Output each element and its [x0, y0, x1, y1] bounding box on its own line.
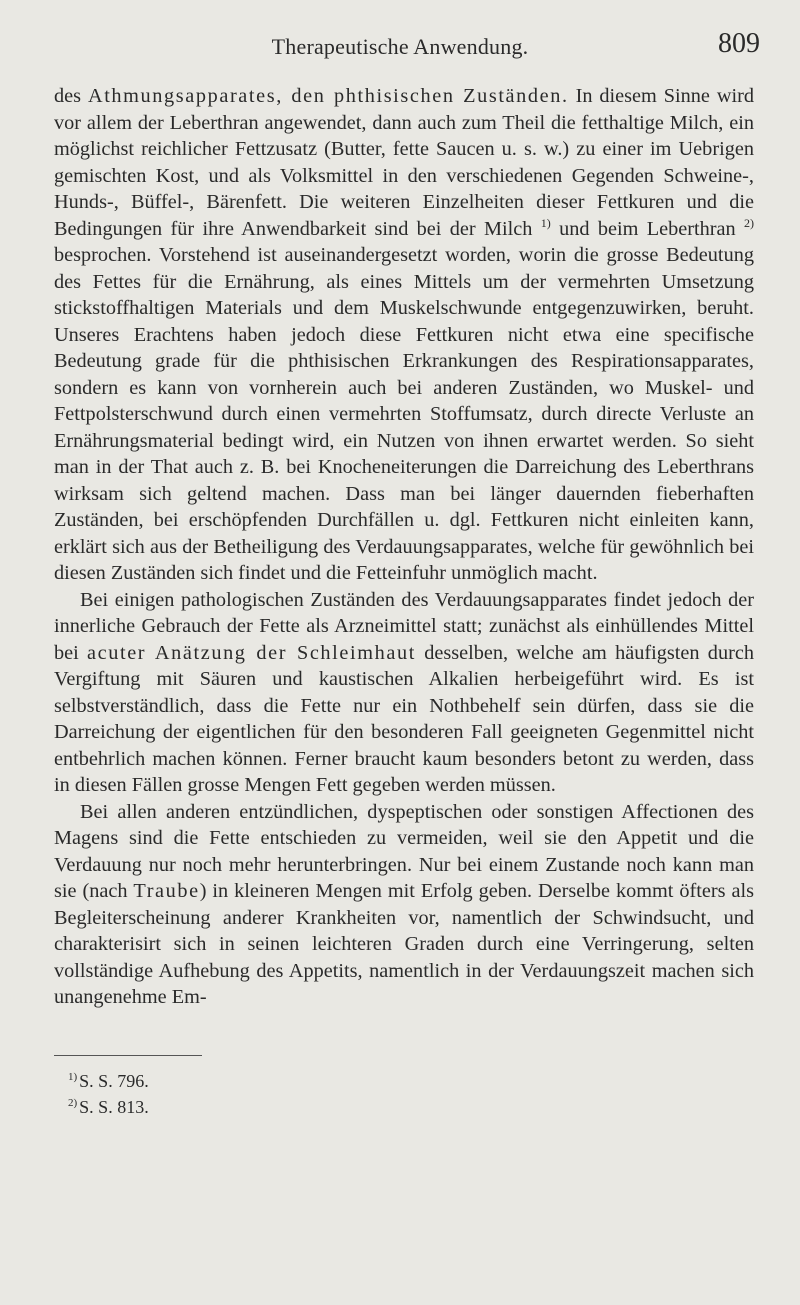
p1-text-b: In diesem Sinne wird vor allem der Leberthran angewendet, dann auch zum Theil die fetthaltige Milch, ein möglichst reichlicher Fettzusatz (Butter, fette Saucen u. s. w.) zu einer im Uebrigen gemischten Kost, und als Volksmittel in den verschiedenen Gegenden Schweine-, Hunds-, Büffel-, Bärenfett. Die weiteren Einzelheiten dieser Fettkuren und die Bedingungen für ihre Anwendbarkeit sind bei der Milch	[54, 85, 754, 240]
footnote-text: S. S. 796.	[79, 1071, 149, 1091]
footnote-ref-1: 1)	[540, 215, 551, 230]
footnote-mark: 2)	[68, 1097, 78, 1109]
footnotes	[68, 1066, 149, 1118]
paragraph-2	[54, 587, 754, 799]
page-number: 809	[718, 28, 760, 59]
footnote-divider	[54, 1055, 202, 1056]
p2-text-a: Bei einigen pathologischen Zuständen des Verdauungsapparates findet jedoch der innerliche Gebrauch der Fette als Arzneimittel statt; zunächst als einhüllendes Mittel bei	[54, 588, 754, 664]
paragraph-1	[54, 83, 754, 587]
paragraph-3	[54, 799, 754, 1011]
p3-spaced-text: Traube	[133, 880, 200, 902]
p2-spaced-text: acuter Anätzung der Schleimhaut	[87, 641, 416, 664]
footnote-1	[68, 1066, 149, 1092]
p3-text-a: Bei allen anderen entzündlichen, dyspeptischen oder sonstigen Affectionen des Magens sind die Fette entschieden zu vermeiden, weil sie den Appetit und die Verdauung nur noch mehr herunterbringen. Nur bei einem Zustande noch kann man sie (nach	[54, 800, 754, 902]
footnote-ref-2: 2)	[744, 215, 754, 230]
footnote-text: S. S. 813.	[79, 1097, 149, 1117]
p1-text-d: besprochen. Vorstehend ist auseinandergesetzt worden, worin die grosse Bedeutung des Fettes für die Ernährung, als eines Mittels um der vermehrten Umsetzung stickstoffhaltigen Materials und dem Muskelschwunde entgegenzuwirken, beruht. Unseres Erachtens haben jedoch diese Fettkuren nicht etwa eine specifische Bedeutung grade für die phthisischen Erkrankungen des Respirationsapparates, sondern es kann von vornherein auch bei anderen Zuständen, wo Muskel- und Fettpolsterschwund durch einen vermehrten Stoffumsatz, durch directe Verluste an Ernährungsmaterial bedingt wird, ein Nutzen von ihnen erwartet werden. So sieht man in der That auch z. B. bei Knocheneiterungen die Darreichung des Leberthrans wirksam sich geltend machen. Dass man bei länger dauernden fieberhaften Zuständen, bei erschöpfenden Durchfällen u. dgl. Fettkuren nicht einleiten kann, erklärt sich aus der Betheiligung des Verdauungsapparates, welche für gewöhnlich bei diesen Zuständen sich findet und die Fetteinfuhr unmöglich macht.	[54, 244, 754, 584]
running-header	[40, 28, 760, 68]
p1-text-a: des	[54, 85, 88, 107]
p1-text-c: und beim Leberthran	[550, 217, 744, 240]
footnote-2	[68, 1092, 149, 1118]
footnote-mark: 1)	[68, 1071, 78, 1083]
p2-text-b: desselben, welche am häufigsten durch Vergiftung mit Säuren und kaustischen Alkalien herbeigeführt wird. Es ist selbstverständlich, dass die Fette nur ein Nothbehelf sein dürfen, dass sie die Darreichung der eigentlichen für den besonderen Fall geeigneten Gegenmittel nicht entbehrlich machen können. Ferner braucht kaum besonders betont zu werden, dass in diesen Fällen grosse Mengen Fett gegeben werden müssen.	[54, 641, 754, 796]
p1-spaced-text: Athmungsapparates, den phthisischen Zuständen.	[87, 85, 569, 107]
body-text	[54, 83, 754, 1011]
p3-text-b: ) in kleineren Mengen mit Erfolg geben. Derselbe kommt öfters als Begleiterscheinung anderer Krankheiten vor, namentlich der Schwindsucht, und charakterisirt sich in seinen leichteren Graden durch eine Verringerung, selten vollständige Aufhebung des Appetits, namentlich in der Verdauungszeit machen sich unangenehme Em-	[54, 880, 754, 1008]
header-title: Therapeutische Anwendung.	[271, 34, 529, 59]
